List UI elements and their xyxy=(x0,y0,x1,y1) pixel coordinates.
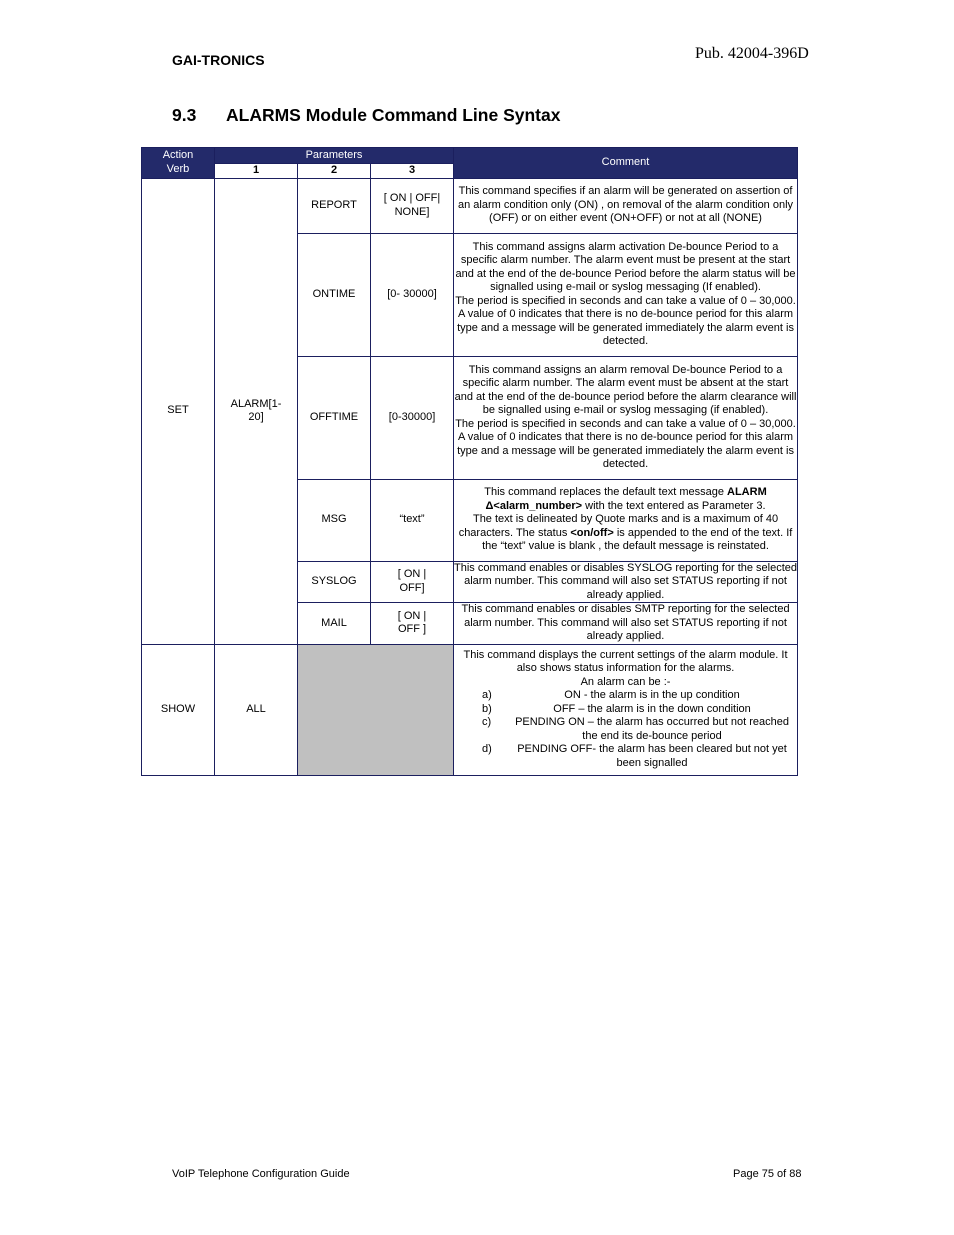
comment-offtime xyxy=(454,356,798,479)
param-mail-values: [ ON | OFF ] xyxy=(371,603,454,645)
comment-offtime-p2: The period is specified in seconds and can take a value of 0 – 30,000. A value of 0 indicates that there is no de-bounce period for this alarm type and a message will be generated immediately the alarm event is detected. xyxy=(455,417,796,470)
comment-msg-default-text: ALARM Δ<alarm_number> xyxy=(485,486,767,512)
comment-show xyxy=(454,644,798,775)
param-alarm-range: ALARM[1-20] xyxy=(215,178,298,644)
comment-ontime xyxy=(454,233,798,356)
list-item: d) PENDING OFF- the alarm has been cleared but not yet been signalled xyxy=(482,743,787,769)
table-row xyxy=(142,178,798,233)
verb-show: SHOW xyxy=(142,644,215,775)
param-report-values: [ ON | OFF| NONE] xyxy=(371,178,454,233)
comment-msg xyxy=(454,479,798,561)
section-heading xyxy=(172,105,560,126)
comment-msg-status: <on/off> xyxy=(570,526,614,539)
param-msg-values: “text” xyxy=(371,479,454,561)
verb-set: SET xyxy=(142,178,215,644)
header-col-1: 1 xyxy=(215,164,298,179)
comment-msg-c: with the text entered as Parameter 3. xyxy=(582,499,766,512)
footer-page-number: Page 75 of 88 xyxy=(733,1168,802,1180)
param-all: ALL xyxy=(215,644,298,775)
comment-msg-f: is appended to the end of the text. If the “text” value is blank , the default message is reinstated. xyxy=(482,526,793,553)
unused-parameters-cell xyxy=(298,644,454,775)
param-ontime: ONTIME xyxy=(298,233,371,356)
param-msg: MSG xyxy=(298,479,371,561)
header-col-3: 3 xyxy=(371,164,454,179)
comment-msg-d: The text is delineated by Quote marks and is a maximum of 40 characters. The status xyxy=(458,513,779,539)
comment-msg-a: This command replaces the default text message xyxy=(484,486,728,499)
comment-report: This command specifies if an alarm will be generated on assertion of an alarm condition only (ON) , on removal of the alarm condition only (OFF) or on either event (ON+OFF) or not at all (NONE) xyxy=(454,178,798,233)
header-action-verb: Action Verb xyxy=(142,148,215,179)
param-offtime-values: [0-30000] xyxy=(371,356,454,479)
comment-offtime-p1: This command assigns an alarm removal De-bounce Period to a specific alarm number. The alarm event must be absent at the start and at the end of the de-bounce period before the alarm clearance will be signalled using e-mail or syslog messaging (if enabled). xyxy=(454,363,797,416)
comment-show-p1: This command displays the current settings of the alarm module. It also shows status information for the alarms. xyxy=(463,648,788,675)
param-syslog-values: [ ON | OFF] xyxy=(371,561,454,603)
footer-guide-title: VoIP Telephone Configuration Guide xyxy=(172,1168,350,1180)
company-name: GAI-TRONICS xyxy=(172,52,265,68)
publication-number: Pub. 42004-396D xyxy=(695,45,809,62)
comment-ontime-p1: This command assigns alarm activation De-bounce Period to a specific alarm number. The alarm event must be present at the start and at the end of the de-bounce Period before the alarm status will be signalled using e-mail or syslog messaging (If enabled). xyxy=(455,240,796,293)
param-syslog: SYSLOG xyxy=(298,561,371,603)
table-row xyxy=(142,644,798,775)
list-item: c) PENDING ON – the alarm has occurred but not reached the end its de-bounce period xyxy=(482,716,789,742)
section-number: 9.3 xyxy=(172,105,197,125)
header-parameters: Parameters xyxy=(215,148,454,164)
comment-mail: This command enables or disables SMTP reporting for the selected alarm number. This command will also set STATUS reporting if not already applied. xyxy=(454,603,798,645)
list-item: b) OFF – the alarm is in the down condition xyxy=(482,702,751,715)
comment-show-p2: An alarm can be :- xyxy=(580,675,671,688)
param-mail: MAIL xyxy=(298,603,371,645)
comment-ontime-p2: The period is specified in seconds and can take a value of 0 – 30,000. A value of 0 indicates that there is no de-bounce period for this alarm type and a message will be generated immediately the alarm event is detected. xyxy=(455,294,796,347)
list-item: a) ON - the alarm is in the up condition xyxy=(482,689,740,702)
section-title: ALARMS Module Command Line Syntax xyxy=(226,105,561,125)
header-col-2: 2 xyxy=(298,164,371,179)
header-comment: Comment xyxy=(454,148,798,179)
param-offtime: OFFTIME xyxy=(298,356,371,479)
command-syntax-table xyxy=(141,147,798,776)
alarm-state-list xyxy=(454,689,797,770)
param-ontime-values: [0- 30000] xyxy=(371,233,454,356)
comment-syslog: This command enables or disables SYSLOG reporting for the selected alarm number. This command will also set STATUS reporting if not already applied. xyxy=(454,561,798,601)
param-report: REPORT xyxy=(298,178,371,233)
